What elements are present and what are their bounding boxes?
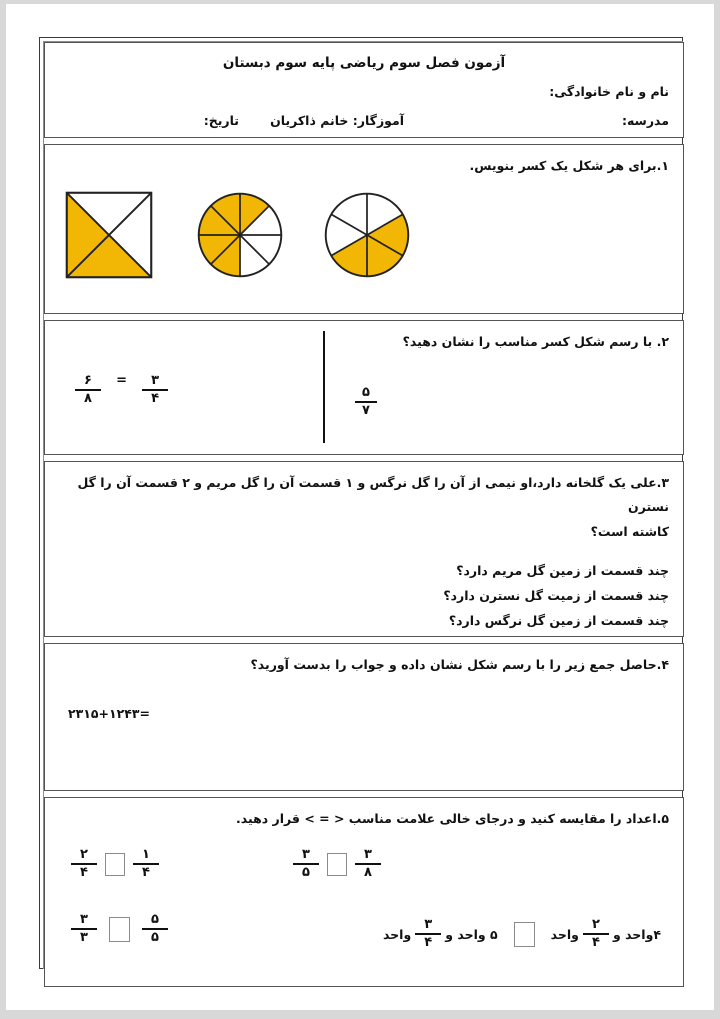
- question-3-line-1: ۳.علی یک گلخانه دارد،او نیمی از آن را گل نرگس و ۱ قسمت آن را گل مریم و ۲ قسمت آن را گل نسترن: [77, 475, 669, 514]
- fraction-left: [293, 848, 319, 880]
- denominator: ۷: [362, 403, 370, 419]
- vertical-divider: [323, 331, 325, 443]
- denominator: ۴: [424, 935, 433, 951]
- question-2-prompt: ۲. با رسم شکل کسر مناسب را نشان دهید؟: [402, 334, 669, 349]
- numerator: ۳: [80, 912, 88, 927]
- denominator: ۵: [151, 930, 159, 946]
- fraction-six-eighths: [75, 374, 101, 406]
- fraction-three-fourths: [142, 374, 168, 406]
- denominator: ۴: [591, 935, 600, 951]
- numerator: ۳: [302, 847, 310, 862]
- numerator: ۵: [151, 912, 159, 927]
- numerator: ۲: [80, 847, 88, 862]
- fraction-left: [71, 913, 97, 945]
- question-2-equation: [75, 369, 168, 406]
- denominator: ۸: [364, 865, 372, 881]
- comparison-answer-box[interactable]: [327, 853, 347, 876]
- question-3-sub-1: چند قسمت از زمین گل مریم دارد؟: [456, 562, 669, 578]
- denominator: ۴: [151, 391, 160, 407]
- denominator: ۳: [80, 930, 88, 946]
- numerator: ۵: [362, 385, 370, 400]
- numerator: ۱: [142, 847, 150, 862]
- page-title: آزمون فصل سوم ریاضی پایه سوم دبستان: [222, 55, 506, 71]
- question-4-box: [44, 643, 684, 791]
- header-row-meta: [59, 113, 669, 129]
- question-3-sub-2: چند قسمت از زمیت گل نسترن دارد؟: [443, 587, 669, 603]
- fraction-left: [71, 848, 97, 880]
- comparison-answer-box[interactable]: [105, 853, 125, 876]
- teacher-label: آموزگار: خانم ذاکریان: [270, 113, 404, 128]
- mixed-left-unit: واحد: [550, 926, 579, 942]
- square-quarters-svg: [61, 187, 157, 283]
- fraction-right: [133, 848, 159, 880]
- fraction-right: [355, 848, 381, 880]
- numerator: ۶: [84, 373, 92, 388]
- mixed-right-fraction: [415, 918, 441, 950]
- student-name-label: نام و نام خانوادگی:: [549, 84, 669, 99]
- numerator: ۳: [364, 847, 372, 862]
- denominator: ۴: [80, 865, 88, 881]
- fraction-right: [142, 913, 168, 945]
- comparison-answer-box[interactable]: [514, 922, 535, 947]
- question-2-box: [44, 320, 684, 455]
- comparison-item-1: [71, 848, 159, 880]
- question-2-right-fraction: [355, 381, 377, 418]
- question-3-box: [44, 461, 684, 637]
- numerator: ۳: [151, 373, 160, 388]
- header-row-name: [59, 84, 669, 100]
- header-box: [44, 42, 684, 138]
- question-5-box: [44, 797, 684, 987]
- school-label: مدرسه:: [621, 113, 669, 128]
- worksheet-page: [6, 4, 714, 1010]
- date-label: تاریخ:: [203, 113, 239, 128]
- question-1-box: [44, 144, 684, 314]
- comparison-item-2: [293, 848, 381, 880]
- question-1-prompt: ۱.برای هر شکل یک کسر بنویس.: [469, 158, 669, 173]
- circle-sixths-svg: [319, 187, 415, 283]
- fraction-five-sevenths: [355, 386, 377, 418]
- comparison-item-4-mixed: [379, 918, 665, 950]
- denominator: ۴: [142, 865, 150, 881]
- numerator: ۲: [591, 917, 600, 932]
- question-3-sub-3: چند قسمت از زمین گل نرگس دارد؟: [448, 612, 669, 628]
- circle-eighths-shape: [192, 187, 288, 283]
- denominator: ۸: [84, 391, 92, 407]
- question-stack: [44, 42, 684, 993]
- question-1-shapes: [45, 187, 683, 287]
- numerator: ۳: [424, 917, 433, 932]
- mixed-left-whole: ۴واحد و: [612, 926, 661, 942]
- circle-eighths-svg: [192, 187, 288, 283]
- question-4-expression: ۲۳۱۵+۱۲۴۳=: [68, 706, 150, 721]
- mixed-right-unit: واحد: [382, 926, 412, 942]
- question-4-prompt: ۴.حاصل جمع زیر را با رسم شکل نشان داده و جواب را بدست آورید؟: [250, 657, 669, 672]
- question-3-line-2: کاشته است؟: [590, 523, 669, 539]
- equals-sign: =: [116, 373, 127, 388]
- mixed-right-whole: ۵ واحد و: [445, 926, 498, 942]
- question-5-prompt: ۵.اعداد را مقایسه کنید و درجای خالی علامت مناسب < = > قرار دهید.: [236, 811, 669, 826]
- comparison-item-3: [71, 913, 168, 945]
- comparison-answer-box[interactable]: [109, 917, 130, 942]
- square-quarters-shape: [61, 187, 157, 283]
- circle-sixths-shape: [319, 187, 415, 283]
- denominator: ۵: [302, 865, 310, 881]
- mixed-left-fraction: [583, 918, 609, 950]
